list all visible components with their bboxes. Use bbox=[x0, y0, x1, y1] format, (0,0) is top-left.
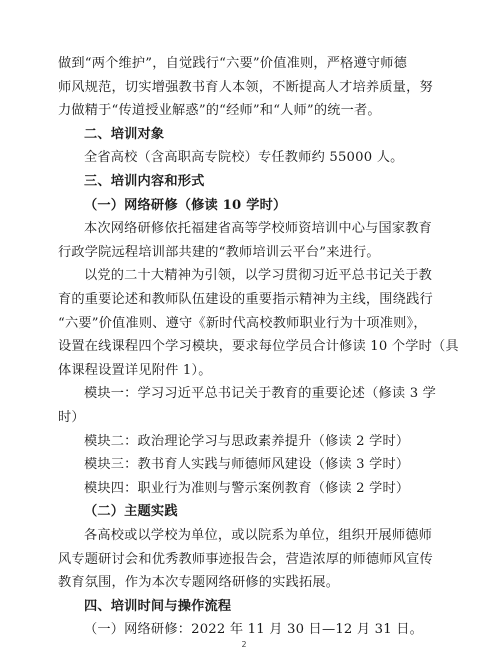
module-one-line-cont: 时） bbox=[58, 410, 85, 425]
section-heading-schedule: 四、培训时间与操作流程 bbox=[84, 598, 232, 614]
paragraph-line: 本次网络研修依托福建省高等学校师资培训中心与国家教育 bbox=[84, 221, 433, 237]
module-two-line: 模块二：政治理论学习与思政素养提升（修读 2 学时） bbox=[84, 433, 410, 449]
sub-heading-online-study: （一）网络研修（修读 10 学时） bbox=[84, 197, 287, 213]
paragraph-line: 做到“两个维护”，自觉践行“六要”价值准则，严格遵守师德 bbox=[58, 56, 408, 71]
paragraph-line: 教育氛围，作为本次专题网络研修的实践拓展。 bbox=[58, 575, 340, 591]
paragraph-line: 育的重要论述和教师队伍建设的重要指示精神为主线，围绕践行 bbox=[58, 292, 433, 307]
paragraph-line: 各高校或以学校为单位，或以院系为单位，组织开展师德师 bbox=[84, 528, 433, 543]
page-number: 2 bbox=[241, 640, 247, 649]
module-one-line: 模块一：学习习近平总书记关于教育的重要论述（修读 3 学 bbox=[84, 386, 437, 402]
module-three-line: 模块三：教书育人实践与师德师风建设（修读 3 学时） bbox=[84, 457, 410, 473]
paragraph-line: 风专题研讨会和优秀教师事迹报告会，营造浓厚的师德师风宣传 bbox=[58, 551, 433, 567]
paragraph-line: 体课程设置详见附件 1）。 bbox=[58, 362, 212, 378]
section-heading-training-content: 三、培训内容和形式 bbox=[84, 174, 205, 189]
paragraph-line: 全省高校（含高职高专院校）专任教师约 55000 人。 bbox=[84, 150, 404, 166]
paragraph-line: 力做精于“传道授业解惑”的“经师”和“人师”的统一者。 bbox=[58, 103, 381, 119]
sub-heading-theme-practice: （二）主题实践 bbox=[84, 504, 178, 520]
paragraph-line: （一）网络研修：2022 年 11 月 30 日—12 月 31 日。 bbox=[84, 622, 424, 638]
paragraph-line: 行政学院远程培训部共建的“教师培训云平台”来进行。 bbox=[58, 244, 380, 260]
paragraph-line: 以党的二十大精神为引领，以学习贯彻习近平总书记关于教 bbox=[84, 268, 433, 284]
paragraph-line: “六要”价值准则、遵守《新时代高校教师职业行为十项准则》， bbox=[58, 315, 427, 331]
paragraph-line: 设置在线课程四个学习模块，要求每位学员合计修读 10 个学时（具 bbox=[58, 339, 459, 355]
section-heading-training-target: 二、培训对象 bbox=[84, 126, 165, 142]
module-four-line: 模块四：职业行为准则与警示案例教育（修读 2 学时） bbox=[84, 480, 410, 496]
paragraph-line: 师风规范，切实增强教书育人本领，不断提高人才培养质量，努 bbox=[58, 79, 433, 95]
